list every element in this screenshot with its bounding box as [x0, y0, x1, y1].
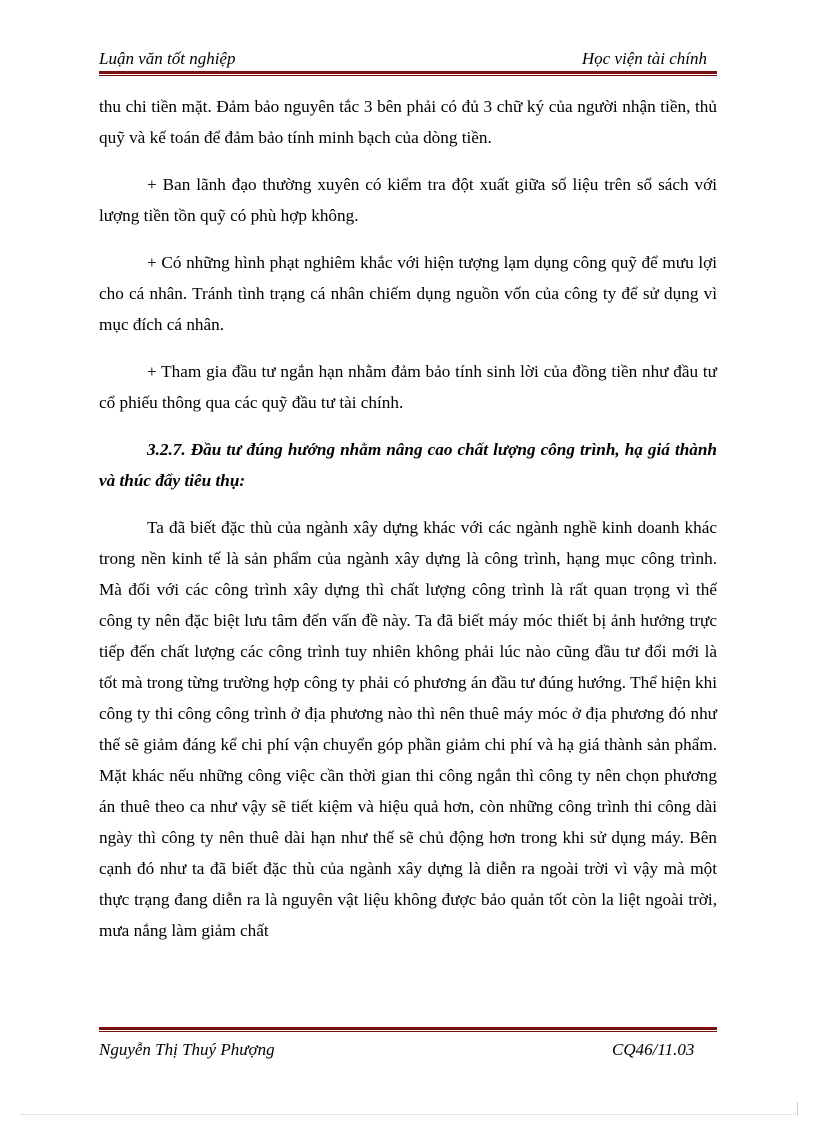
footer-divider-thin-line: [99, 1031, 717, 1032]
header-divider-thick-line: [99, 71, 717, 74]
paragraph-main: Ta đã biết đặc thù của ngành xây dựng khác với các ngành nghề kinh doanh khác trong nền kinh tế là sản phẩm của ngành xây dựng là công trình, hạng mục công trình. Mà đối với các công trình xây dựng thì chất lượng công trình là rất quan trọng vì thế công ty nên đặc biệt lưu tâm đến vấn đề này. Ta đã biết máy móc thiết bị ảnh hưởng trực tiếp đến chất lượng các công trình tuy nhiên không phải lúc nào cũng đầu tư đổi mới là tốt mà trong từng trường hợp công ty phải có phương án đầu tư đúng hướng. Thể hiện khi công ty thi công công trình ở địa phương nào thì nên thuê máy móc ở địa phương đó như thế sẽ giảm đáng kể chi phí vận chuyển góp phần giảm chi phí và hạ giá thành sản phẩm. Mặt khác nếu những công việc cần thời gian thi công ngắn thì công ty nên chọn phương án thuê theo ca như vậy sẽ tiết kiệm và hiệu quả hơn, còn những công trình thi công dài ngày thì công ty nên thuê dài hạn như thế sẽ chủ động hơn trong khi sử dụng máy. Bên cạnh đó như ta đã biết đặc thù của ngành xây dựng là diễn ra ngoài trời vì vậy mà một thực trạng đang diễn ra là nguyên vật liệu không được bảo quản tốt còn la liệt ngoài trời, mưa nắng làm giảm chất: [99, 518, 717, 940]
section-heading: 3.2.7. Đầu tư đúng hướng nhằm nâng cao chất lượng công trình, hạ giá thành và thúc đẩy tiêu thụ:: [99, 440, 717, 490]
page-bottom-dotted-separator: [20, 1114, 796, 1115]
header-divider: [99, 71, 717, 76]
header-thesis-label: Luận văn tốt nghiệp: [99, 49, 236, 68]
paragraph-bullet-audit: + Ban lãnh đạo thường xuyên có kiểm tra đột xuất giữa số liệu trên sổ sách với lượng tiền tồn quỹ có phù hợp không.: [99, 175, 717, 225]
body-text: [99, 91, 717, 962]
footer-class-code: CQ46/11.03: [612, 1040, 695, 1059]
page-edge-mark: [797, 1102, 798, 1116]
footer-divider: [99, 1027, 717, 1032]
paragraph-bullet-penalty: + Có những hình phạt nghiêm khắc với hiện tượng lạm dụng công quỹ để mưu lợi cho cá nhân. Tránh tình trạng cá nhân chiếm dụng nguồn vốn của công ty để sử dụng vì mục đích cá nhân.: [99, 253, 717, 334]
footer-author-name: Nguyễn Thị Thuý Phượng: [99, 1040, 275, 1059]
header-institution-label: Học viện tài chính: [581, 49, 707, 68]
header-divider-thin-line: [99, 75, 717, 76]
page-header: [99, 46, 717, 70]
paragraph-bullet-investment: + Tham gia đầu tư ngắn hạn nhằm đảm bảo tính sinh lời của đồng tiền như đầu tư cổ phiếu thông qua các quỹ đầu tư tài chính.: [99, 362, 717, 412]
paragraph-continuation: thu chi tiền mặt. Đảm bảo nguyên tắc 3 bên phải có đủ 3 chữ ký của người nhận tiền, thủ quỹ và kế toán để đảm bảo tính minh bạch của dòng tiền.: [99, 97, 717, 147]
footer-divider-thick-line: [99, 1027, 717, 1030]
